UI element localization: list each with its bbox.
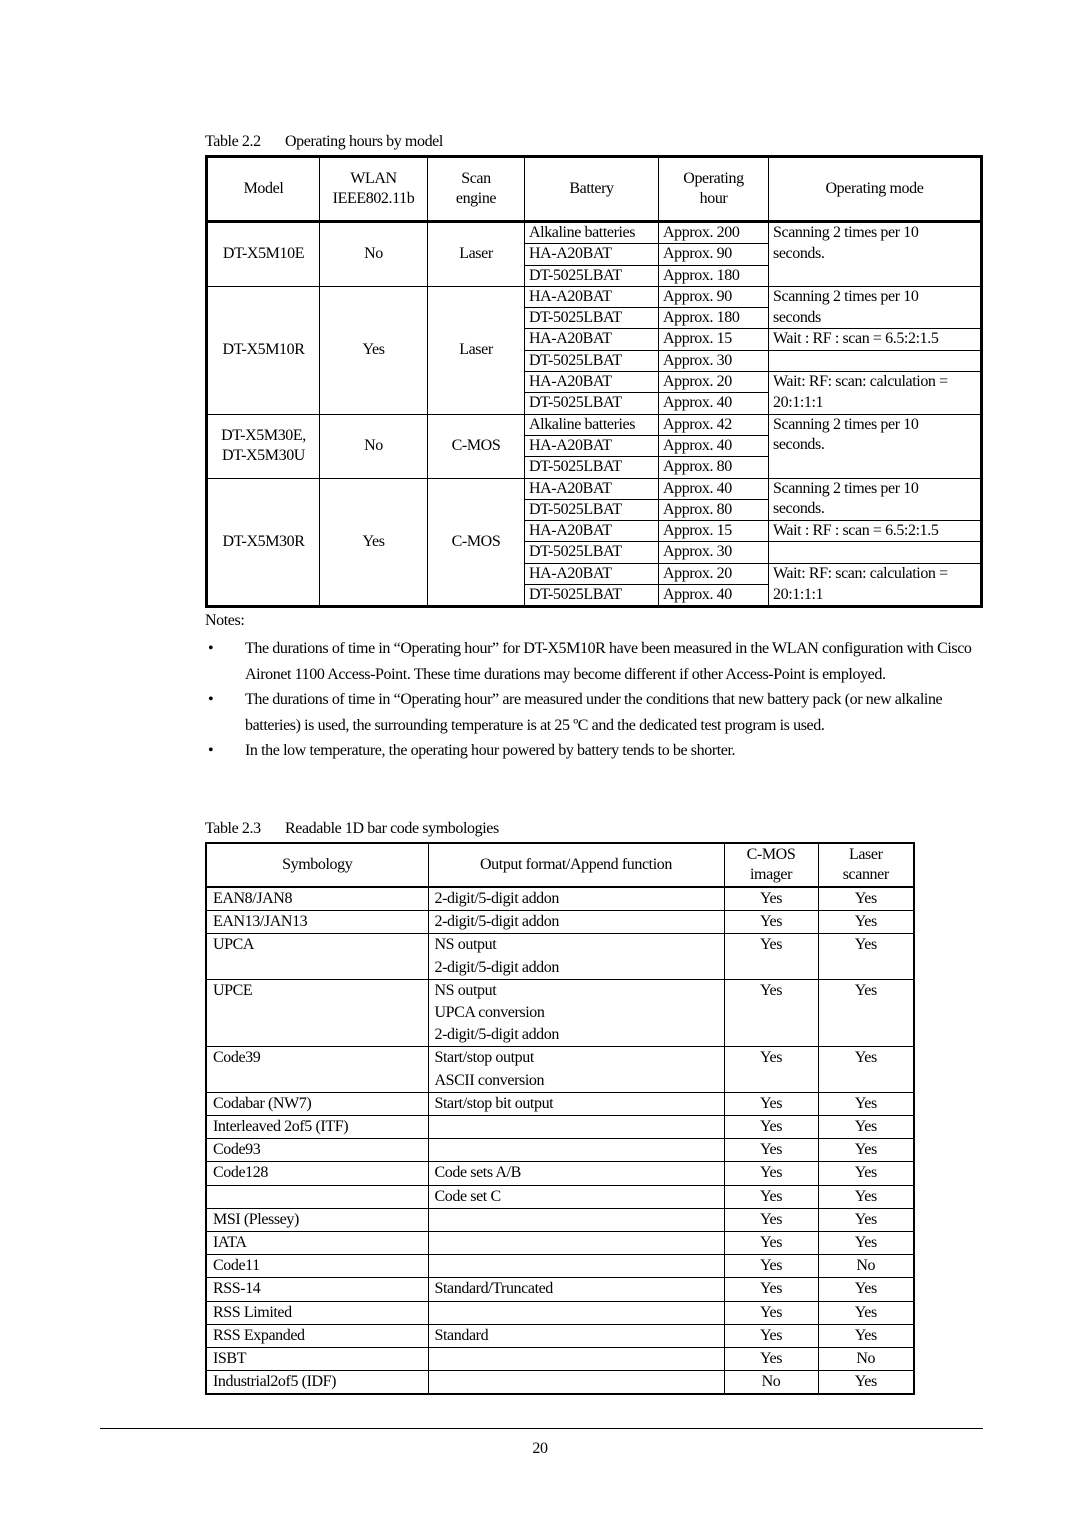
operating-hour-cell: Approx. 80 (659, 499, 769, 520)
table-2-3-title: Readable 1D bar code symbologies (285, 820, 499, 837)
header-scan-engine: Scan engine (428, 157, 525, 222)
battery-cell: HA-A20BAT (525, 329, 659, 350)
table-row (206, 1371, 914, 1395)
battery-cell: DT-5025LBAT (525, 393, 659, 414)
table-row (206, 887, 914, 911)
laser-scanner-cell: Yes (818, 1324, 914, 1347)
output-format-cell (428, 1324, 724, 1347)
table-2-3-caption (205, 820, 499, 838)
output-format-cell (428, 887, 724, 911)
operating-hour-cell: Approx. 40 (659, 478, 769, 499)
battery-cell: HA-A20BAT (525, 286, 659, 307)
symbologies-table (205, 842, 915, 1395)
note-item: • The durations of time in “Operating hour” are measured under the conditions that new battery pack (or new alkaline batteries) is used, the surrounding temperature is at 25 ºC and the dedicated test program is used. (205, 687, 975, 738)
table-row (206, 1208, 914, 1231)
battery-cell: HA-A20BAT (525, 372, 659, 393)
operating-mode-cell: Scanning 2 times per 10 (769, 414, 982, 435)
notes-title: Notes: (205, 612, 245, 629)
cmos-imager-cell: Yes (724, 1139, 818, 1162)
operating-hour-cell: Approx. 200 (659, 222, 769, 244)
table-row (206, 1047, 914, 1092)
operating-hour-cell: Approx. 90 (659, 244, 769, 265)
symbology-cell: RSS Limited (206, 1301, 428, 1324)
output-format-line: 2-digit/5-digit addon (434, 890, 559, 907)
page-number: 20 (532, 1440, 548, 1457)
header-laser-scanner: Laser scanner (818, 843, 914, 887)
scan-engine-cell: Laser (428, 222, 525, 287)
laser-scanner-cell: Yes (818, 911, 914, 934)
operating-hour-cell: Approx. 40 (659, 435, 769, 456)
operating-mode-cell: Scanning 2 times per 10 (769, 222, 982, 244)
table-2-3-number: Table 2.3 (205, 820, 261, 837)
operating-mode-cell: Scanning 2 times per 10 (769, 286, 982, 307)
battery-cell: DT-5025LBAT (525, 542, 659, 563)
cmos-imager-cell: Yes (724, 1092, 818, 1115)
symbology-cell: Codabar (NW7) (206, 1092, 428, 1115)
model-name: DT-X5M10E (222, 245, 305, 263)
output-format-cell (428, 1255, 724, 1278)
operating-mode-cell: seconds. (769, 499, 982, 520)
output-format-line: UPCA conversion (434, 1004, 545, 1022)
symbology-cell: Interleaved 2of5 (ITF) (206, 1116, 428, 1139)
laser-scanner-cell: Yes (818, 1116, 914, 1139)
wlan-cell: Yes (320, 478, 428, 607)
header-cmos-imager: C-MOS imager (724, 843, 818, 887)
table-row (207, 414, 982, 435)
operating-hour-cell: Approx. 15 (659, 329, 769, 350)
symbology-cell: EAN13/JAN13 (206, 911, 428, 934)
table-row (206, 1348, 914, 1371)
output-format-cell (428, 1092, 724, 1115)
battery-cell: DT-5025LBAT (525, 499, 659, 520)
operating-hour-cell: Approx. 20 (659, 563, 769, 584)
table-2-3-body (206, 887, 914, 1394)
output-format-line: Start/stop bit output (434, 1094, 554, 1112)
scan-engine-cell: Laser (428, 286, 525, 414)
output-format-line: Code set C (434, 1187, 501, 1205)
model-name: DT-X5M30R (222, 532, 305, 550)
output-format-line: NS output (434, 981, 497, 999)
operating-mode-cell: Wait : RF : scan = 6.5:2:1.5 (769, 329, 982, 350)
battery-cell: HA-A20BAT (525, 244, 659, 265)
table-row (206, 1232, 914, 1255)
symbology-cell: Code93 (206, 1139, 428, 1162)
output-format-line: 2-digit/5-digit addon (434, 958, 559, 976)
output-format-cell (428, 1208, 724, 1231)
output-format-cell (428, 1348, 724, 1371)
operating-mode-cell: seconds (769, 308, 982, 329)
battery-cell: HA-A20BAT (525, 563, 659, 584)
laser-scanner-cell: Yes (818, 1139, 914, 1162)
header-symbology: Symbology (206, 843, 428, 887)
operating-mode-cell (769, 457, 982, 478)
header-output-format: Output format/Append function (428, 843, 724, 887)
output-format-cell (428, 1301, 724, 1324)
symbology-cell: Code11 (206, 1255, 428, 1278)
table-row (206, 1301, 914, 1324)
operating-hour-cell: Approx. 180 (659, 308, 769, 329)
battery-cell: HA-A20BAT (525, 478, 659, 499)
table-row (206, 911, 914, 934)
battery-cell: DT-5025LBAT (525, 308, 659, 329)
table-row (206, 1116, 914, 1139)
symbology-cell: IATA (206, 1232, 428, 1255)
battery-cell: Alkaline batteries (525, 222, 659, 244)
header-operating-hour: Operating hour (659, 157, 769, 222)
symbology-cell (206, 1185, 428, 1208)
operating-hour-cell: Approx. 90 (659, 286, 769, 307)
symbology-cell: RSS-14 (206, 1278, 428, 1301)
table-2-2-caption (205, 133, 443, 151)
table-2-2-number: Table 2.2 (205, 133, 261, 150)
operating-mode-cell (769, 542, 982, 563)
output-format-cell (428, 1371, 724, 1395)
operating-mode-cell: seconds. (769, 244, 982, 265)
cmos-imager-cell: No (724, 1371, 818, 1395)
operating-mode-cell: seconds. (769, 435, 982, 456)
table-row (206, 1092, 914, 1115)
symbology-cell: RSS Expanded (206, 1324, 428, 1347)
symbology-cell: UPCA (206, 934, 428, 979)
output-format-line: Standard (434, 1326, 489, 1344)
laser-scanner-cell: No (818, 1348, 914, 1371)
table-2-2-title: Operating hours by model (285, 133, 443, 150)
output-format-cell (428, 1139, 724, 1162)
table-2-2-header-row (207, 157, 982, 222)
symbology-cell: MSI (Plessey) (206, 1208, 428, 1231)
output-format-cell (428, 1047, 724, 1092)
laser-scanner-cell: Yes (818, 934, 914, 979)
cmos-imager-cell: Yes (724, 1185, 818, 1208)
battery-cell: HA-A20BAT (525, 435, 659, 456)
table-row (207, 222, 982, 244)
header-model: Model (207, 157, 320, 222)
laser-scanner-cell: Yes (818, 887, 914, 911)
table-row (206, 979, 914, 1047)
model-name: DT-X5M10R (222, 341, 305, 359)
laser-scanner-cell: Yes (818, 1047, 914, 1092)
wlan-cell: No (320, 222, 428, 287)
output-format-line: Standard/Truncated (434, 1280, 553, 1298)
laser-scanner-cell: Yes (818, 1278, 914, 1301)
operating-hours-table (205, 155, 983, 608)
table-row (206, 1255, 914, 1278)
battery-cell: DT-5025LBAT (525, 265, 659, 286)
operating-mode-cell: 20:1:1:1 (769, 393, 982, 414)
operating-mode-cell: 20:1:1:1 (769, 585, 982, 607)
output-format-cell (428, 1232, 724, 1255)
model-cell (207, 478, 320, 607)
cmos-imager-cell: Yes (724, 887, 818, 911)
operating-mode-cell: Scanning 2 times per 10 (769, 478, 982, 499)
cmos-imager-cell: Yes (724, 1116, 818, 1139)
operating-hour-cell: Approx. 30 (659, 542, 769, 563)
output-format-cell (428, 934, 724, 979)
notes-list (205, 636, 975, 764)
cmos-imager-cell: Yes (724, 1301, 818, 1324)
table-2-3-header-row (206, 843, 914, 887)
operating-hour-cell: Approx. 40 (659, 585, 769, 607)
output-format-line: ASCII conversion (434, 1071, 545, 1089)
model-cell (207, 414, 320, 478)
cmos-imager-cell: Yes (724, 1278, 818, 1301)
output-format-cell (428, 979, 724, 1047)
output-format-line: 2-digit/5-digit addon (434, 913, 559, 931)
operating-mode-cell (769, 265, 982, 286)
operating-hour-cell: Approx. 42 (659, 414, 769, 435)
operating-hour-cell: Approx. 30 (659, 350, 769, 371)
laser-scanner-cell: Yes (818, 1092, 914, 1115)
cmos-imager-cell: Yes (724, 1255, 818, 1278)
battery-cell: Alkaline batteries (525, 414, 659, 435)
symbology-cell: Industrial2of5 (IDF) (206, 1371, 428, 1395)
scan-engine-cell: C-MOS (428, 414, 525, 478)
cmos-imager-cell: Yes (724, 911, 818, 934)
model-cell (207, 222, 320, 287)
symbology-cell: Code128 (206, 1162, 428, 1185)
laser-scanner-cell: Yes (818, 1232, 914, 1255)
operating-hour-cell: Approx. 20 (659, 372, 769, 393)
output-format-cell (428, 1185, 724, 1208)
output-format-line: 2-digit/5-digit addon (434, 1026, 559, 1044)
operating-mode-cell (769, 350, 982, 371)
symbology-cell: ISBT (206, 1348, 428, 1371)
cmos-imager-cell: Yes (724, 1047, 818, 1092)
model-cell (207, 286, 320, 414)
operating-mode-cell: Wait: RF: scan: calculation = (769, 563, 982, 584)
output-format-cell (428, 911, 724, 934)
output-format-cell (428, 1116, 724, 1139)
output-format-cell (428, 1162, 724, 1185)
wlan-cell: Yes (320, 286, 428, 414)
header-battery: Battery (525, 157, 659, 222)
symbology-cell: Code39 (206, 1047, 428, 1092)
model-name: DT-X5M30E, (221, 426, 306, 444)
output-format-line: Code sets A/B (434, 1164, 521, 1182)
output-format-line: Start/stop output (434, 1049, 534, 1067)
table-row (207, 286, 982, 307)
note-item: • The durations of time in “Operating hour” for DT-X5M10R have been measured in the WLAN configuration with Cisco Aironet 1100 Access-Point. These time durations may become different if other Access-Point is employed. (205, 636, 975, 687)
table-row (206, 1139, 914, 1162)
cmos-imager-cell: Yes (724, 1232, 818, 1255)
cmos-imager-cell: Yes (724, 1348, 818, 1371)
cmos-imager-cell: Yes (724, 1162, 818, 1185)
operating-hour-cell: Approx. 180 (659, 265, 769, 286)
cmos-imager-cell: Yes (724, 1208, 818, 1231)
note-item: • In the low temperature, the operating hour powered by battery tends to be shorter. (205, 738, 975, 764)
laser-scanner-cell: Yes (818, 1371, 914, 1395)
table-row (207, 478, 982, 499)
table-row (206, 934, 914, 979)
battery-cell: HA-A20BAT (525, 521, 659, 542)
output-format-cell (428, 1278, 724, 1301)
cmos-imager-cell: Yes (724, 1324, 818, 1347)
battery-cell: DT-5025LBAT (525, 457, 659, 478)
output-format-line: NS output (434, 936, 497, 954)
operating-mode-cell: Wait: RF: scan: calculation = (769, 372, 982, 393)
footer-rule (100, 1428, 983, 1429)
operating-mode-cell: Wait : RF : scan = 6.5:2:1.5 (769, 521, 982, 542)
laser-scanner-cell: Yes (818, 1208, 914, 1231)
symbology-cell: UPCE (206, 979, 428, 1047)
wlan-cell: No (320, 414, 428, 478)
model-name: DT-X5M30U (222, 447, 305, 465)
cmos-imager-cell: Yes (724, 979, 818, 1047)
laser-scanner-cell: Yes (818, 1185, 914, 1208)
symbology-cell: EAN8/JAN8 (206, 887, 428, 911)
battery-cell: DT-5025LBAT (525, 585, 659, 607)
table-row (206, 1185, 914, 1208)
battery-cell: DT-5025LBAT (525, 350, 659, 371)
cmos-imager-cell: Yes (724, 934, 818, 979)
table-row (206, 1162, 914, 1185)
laser-scanner-cell: No (818, 1255, 914, 1278)
laser-scanner-cell: Yes (818, 1301, 914, 1324)
header-wlan: WLAN IEEE802.11b (320, 157, 428, 222)
operating-hour-cell: Approx. 15 (659, 521, 769, 542)
laser-scanner-cell: Yes (818, 1162, 914, 1185)
laser-scanner-cell: Yes (818, 979, 914, 1047)
table-row (206, 1324, 914, 1347)
table-row (206, 1278, 914, 1301)
operating-hour-cell: Approx. 80 (659, 457, 769, 478)
scan-engine-cell: C-MOS (428, 478, 525, 607)
operating-hour-cell: Approx. 40 (659, 393, 769, 414)
table-2-2-body (207, 222, 982, 607)
header-operating-mode: Operating mode (769, 157, 982, 222)
